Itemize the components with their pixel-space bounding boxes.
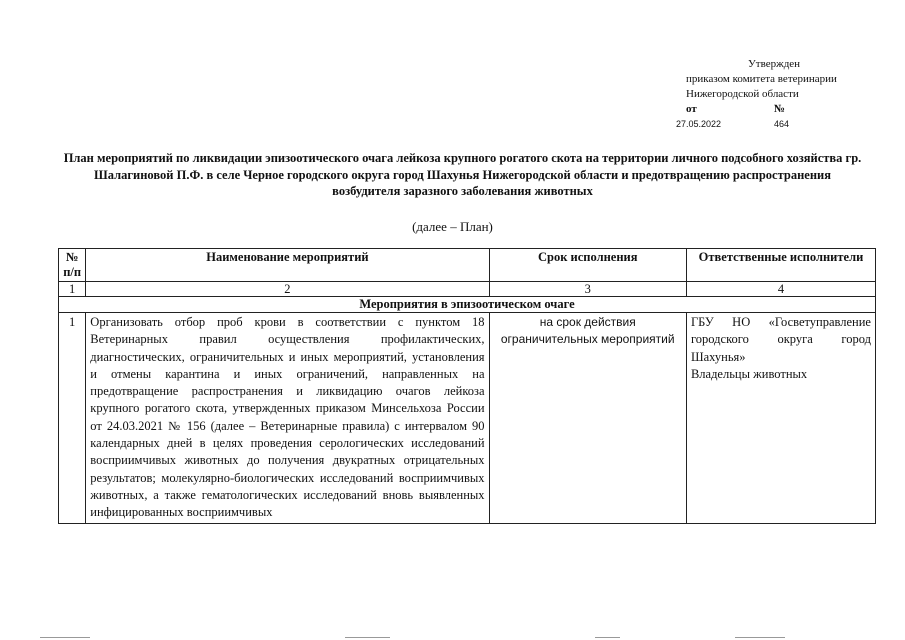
header-responsible: Ответственные исполнители: [686, 249, 875, 282]
table-header-row: [59, 249, 876, 282]
approval-labels: [686, 102, 886, 117]
row-measure: Организовать отбор проб крови в соответствии с пунктом 18 Ветеринарных правил осуществления профилактических, диагностических, ограничительных и иных мероприятий, установления и отмены карантина и иных ограничений, направленных на предотвращение распространения и ликвидацию очагов лейкоза крупного рогатого скота, утвержденных приказом Минсельхоза России от 24.03.2021 № 156 (далее – Ветеринарные правила) с интервалом 90 календарных дней в целях проведения серологических исследований восприимчивых животных до получения двукратных отрицательных результатов; молекулярно-биологических исследований восприимчивых животных, а также гематологических исследований вновь выявленных инфицированных восприимчивых: [86, 313, 489, 524]
approval-line-2: Нижегородской области: [686, 88, 799, 100]
column-number: 4: [686, 282, 875, 297]
approval-values: [676, 117, 886, 132]
document-title: План мероприятий по ликвидации эпизоотического очага лейкоза крупного рогатого скота на территории личного подсобного хозяйства гр. Шалагиновой П.Ф. в селе Черное городского округа город Шахунья Нижегородской области и предотвращению распространения возбудителя заразного заболевания животных: [63, 151, 862, 198]
row-term: на срок действия ограничительных мероприятий: [489, 313, 686, 524]
responsible-org: ГБУ НО «Госветуправление городского округа город Шахунья»: [690, 315, 871, 364]
header-name: Наименование мероприятий: [86, 249, 489, 282]
row-responsible: [686, 313, 875, 524]
column-number-row: [59, 282, 876, 297]
approval-date: 27.05.2022: [676, 119, 722, 129]
approval-date-label: от: [686, 103, 697, 115]
approval-line-1: приказом комитета ветеринарии: [686, 73, 837, 85]
header-num: № п/п: [59, 249, 86, 282]
header-term: Срок исполнения: [489, 249, 686, 282]
scan-artifact: [595, 637, 620, 638]
column-number: 2: [86, 282, 489, 297]
approval-stamp: [676, 57, 886, 132]
table-row: [59, 313, 876, 524]
scan-artifact: [345, 637, 390, 638]
column-number: 3: [489, 282, 686, 297]
responsible-owner: Владельцы животных: [690, 366, 808, 381]
plan-table: [58, 248, 876, 524]
scan-artifact: [735, 637, 785, 638]
approval-number-label: №: [774, 103, 786, 115]
section-row: [59, 297, 876, 313]
approval-number: 464: [774, 119, 790, 129]
approval-title: Утвержден: [748, 58, 801, 70]
scan-artifact: [40, 637, 90, 638]
column-number: 1: [59, 282, 86, 297]
section-title: Мероприятия в эпизоотическом очаге: [59, 297, 876, 313]
row-number: 1: [59, 313, 86, 524]
document-subtitle: (далее – План): [412, 219, 493, 234]
